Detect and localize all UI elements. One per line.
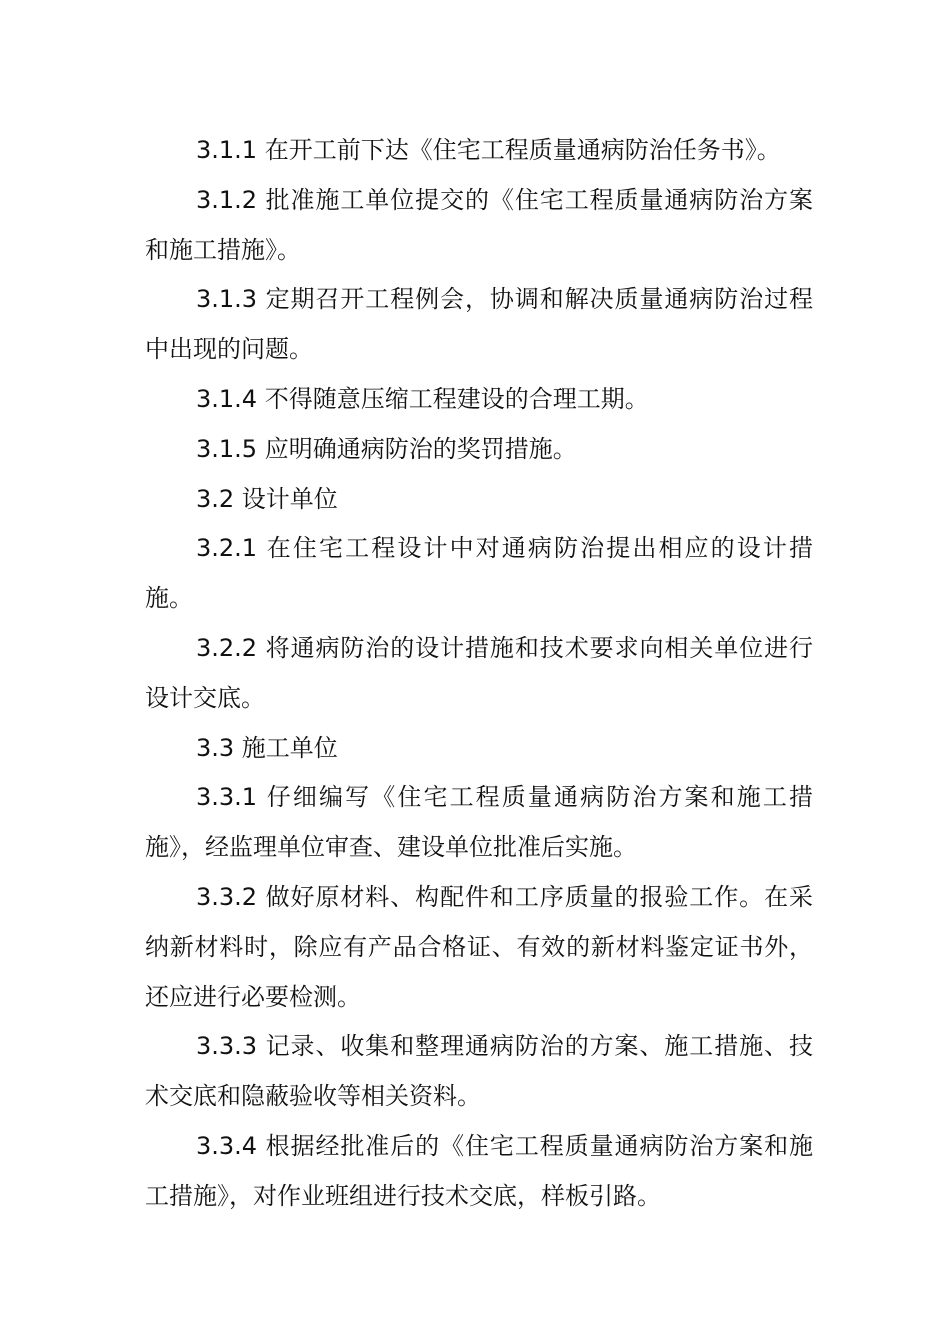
clause-3-1-1: 3.1.1 在开工前下达《住宅工程质量通病防治任务书》。 bbox=[196, 136, 781, 164]
clause-3-3-2: 3.3.2 做好原材料、构配件和工序质量的报验工作。在采纳新材料时，除应有产品合格证、有效的新材料鉴定证书外，还应进行必要检测。 bbox=[145, 882, 813, 1011]
clause-3-1-3: 3.1.3 定期召开工程例会，协调和解决质量通病防治过程中出现的问题。 bbox=[145, 285, 813, 364]
clause-3-1-5: 3.1.5 应明确通病防治的奖罚措施。 bbox=[196, 434, 577, 463]
clause-3-2-1: 3.2.1 在住宅工程设计中对通病防治提出相应的设计措施。 bbox=[145, 534, 813, 613]
section-heading-3-2: 3.2 设计单位 bbox=[196, 484, 338, 513]
clause-3-1-4: 3.1.4 不得随意压缩工程建设的合理工期。 bbox=[196, 384, 649, 413]
clause-3-3-3: 3.3.3 记录、收集和整理通病防治的方案、施工措施、技术交底和隐蔽验收等相关资料。 bbox=[145, 1032, 813, 1111]
clause-3-3-4: 3.3.4 根据经批准后的《住宅工程质量通病防治方案和施工措施》，对作业班组进行技术交底，样板引路。 bbox=[145, 1131, 813, 1210]
clause-3-2-2: 3.2.2 将通病防治的设计措施和技术要求向相关单位进行设计交底。 bbox=[145, 633, 813, 712]
clause-3-3-1: 3.3.1 仔细编写《住宅工程质量通病防治方案和施工措施》，经监理单位审查、建设单位批准后实施。 bbox=[145, 783, 813, 862]
clause-3-1-2: 3.1.2 批准施工单位提交的《住宅工程质量通病防治方案和施工措施》。 bbox=[145, 185, 813, 264]
document-body bbox=[145, 126, 813, 1222]
section-heading-3-3: 3.3 施工单位 bbox=[196, 733, 338, 762]
